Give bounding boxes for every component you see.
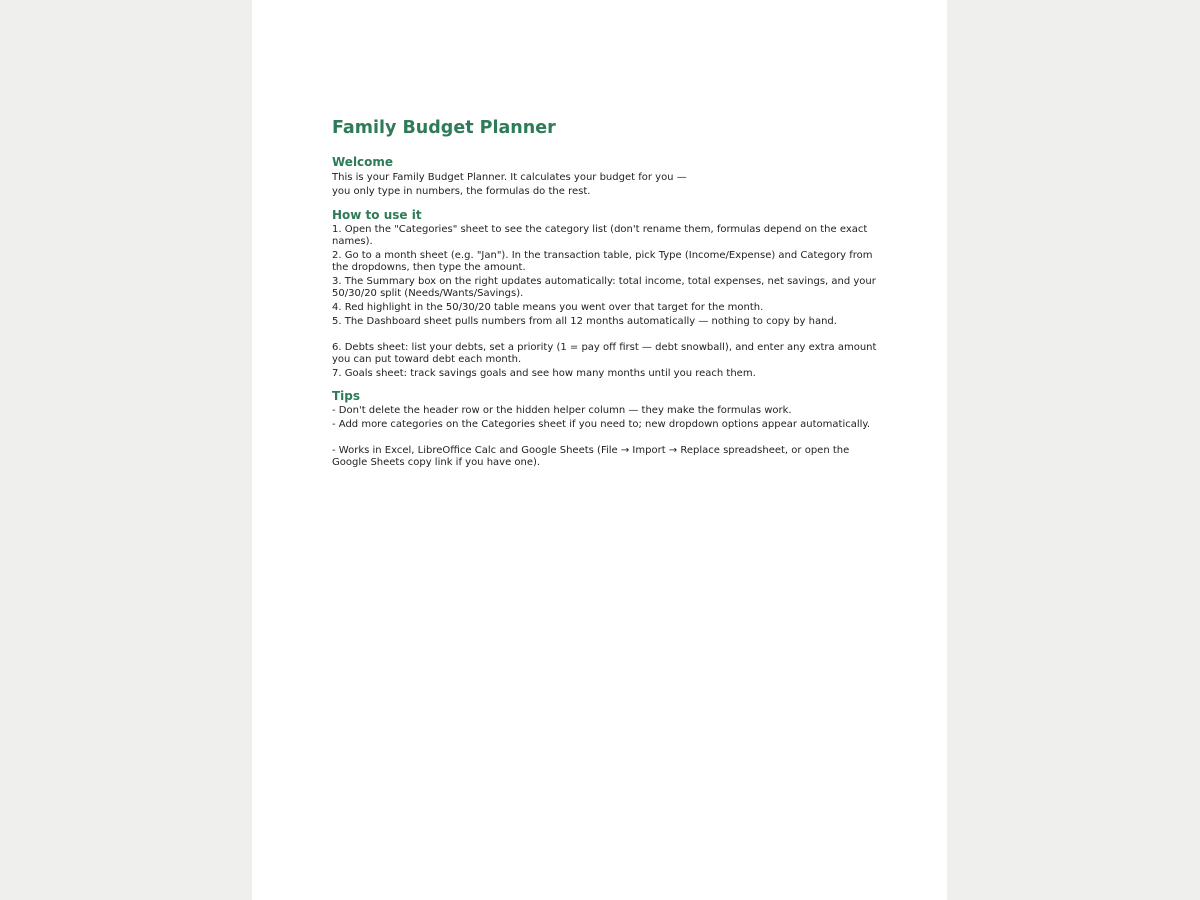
- tips-section: [332, 388, 877, 469]
- step-item: 6. Debts sheet: list your debts, set a priority (1 = pay off first — debt snowball), and enter any extra amount you can put toward debt each month.: [332, 342, 877, 365]
- document-page: [252, 0, 947, 900]
- welcome-heading: Welcome: [332, 155, 394, 169]
- step-item: 3. The Summary box on the right updates automatically: total income, total expenses, net savings, and your 50/30/20 split (Needs/Wants/Savings).: [332, 276, 876, 299]
- tip-item: - Don't delete the header row or the hidden helper column — they make the formulas work.: [332, 405, 792, 416]
- step-item: 5. The Dashboard sheet pulls numbers from all 12 months automatically — nothing to copy by hand.: [332, 316, 837, 327]
- welcome-section: [332, 154, 877, 198]
- document-title: Family Budget Planner: [332, 118, 556, 138]
- tip-item: - Works in Excel, LibreOffice Calc and Google Sheets (File → Import → Replace spreadsheet, or open the Google Sheets copy link if you have one).: [332, 445, 850, 468]
- step-item: 7. Goals sheet: track savings goals and see how many months until you reach them.: [332, 368, 756, 379]
- tips-heading: Tips: [332, 389, 361, 403]
- welcome-line: you only type in numbers, the formulas do the rest.: [332, 185, 591, 197]
- step-item: 1. Open the "Categories" sheet to see the category list (don't rename them, formulas depend on the exact names).: [332, 224, 868, 247]
- step-item: 4. Red highlight in the 50/30/20 table means you went over that target for the month.: [332, 302, 764, 313]
- document-content: [332, 116, 877, 471]
- step-item: 2. Go to a month sheet (e.g. "Jan"). In the transaction table, pick Type (Income/Expense) and Category from the dropdowns, then type the amount.: [332, 250, 873, 273]
- welcome-line: This is your Family Budget Planner. It calculates your budget for you —: [332, 172, 687, 183]
- how-to-section: [332, 207, 877, 380]
- tip-item: - Add more categories on the Categories sheet if you need to; new dropdown options appear automatically.: [332, 419, 871, 430]
- how-to-heading: How to use it: [332, 208, 422, 222]
